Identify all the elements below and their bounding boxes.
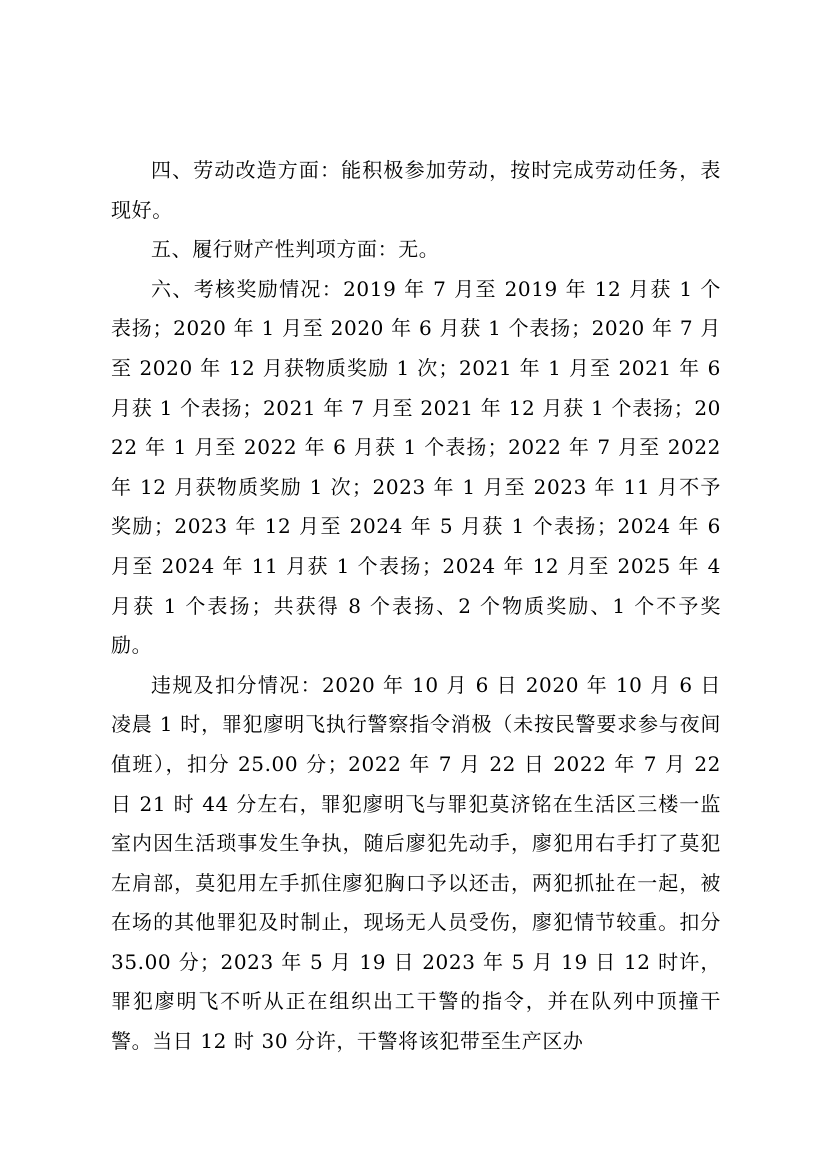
paragraph-rewards: 六、考核奖励情况：2019 年 7 月至 2019 年 12 月获 1 个表扬；2020 年 1 月至 2020 年 6 月获 1 个表扬；2020 年 7 月至 2020 年 12 月获物质奖励 1 次；2021 年 1 月至 2021 年 6 月获 1 个表扬；2021 年 7 月至 2021 年 12 月获 1 个表扬；2022 年 1 月至 2022 年 6 月获 1 个表扬；2022 年 7 月至 2022 年 12 月获物质奖励 1 次；2023 年 1 月至 2023 年 11 月不予奖励；2023 年 12 月至 2024 年 5 月获 1 个表扬；2024 年 6 月至 2024 年 11 月获 1 个表扬；2024 年 12 月至 2025 年 4 月获 1 个表扬；共获得 8 个表扬、2 个物质奖励、1 个不予奖励。 <box>111 276 721 658</box>
paragraph-violations: 违规及扣分情况：2020 年 10 月 6 日 2020 年 10 月 6 日凌晨 1 时，罪犯廖明飞执行警察指令消极（未按民警要求参与夜间值班），扣分 25.00 分；2022 年 7 月 22 日 2022 年 7 月 22 日 21 时 44 分左右，罪犯廖明飞与罪犯莫济铭在生活区三楼一监室内因生活琐事发生争执，随后廖犯先动手，廖犯用右手打了莫犯左肩部，莫犯用左手抓住廖犯胸口予以还击，两犯抓扯在一起，被在场的其他罪犯及时制止，现场无人员受伤，廖犯情节较重。扣分 35.00 分；2023 年 5 月 19 日 2023 年 5 月 19 日 12 时许，罪犯廖明飞不听从正在组织出工干警的指令，并在队列中顶撞干警。当日 12 时 30 分许，干警将该犯带至生产区办 <box>111 672 721 1054</box>
document-body <box>111 151 721 1062</box>
paragraph-labor-reform: 四、劳动改造方面：能积极参加劳动，按时完成劳动任务，表现好。 <box>111 158 721 222</box>
paragraph-property-judgment: 五、履行财产性判项方面：无。 <box>151 237 440 262</box>
